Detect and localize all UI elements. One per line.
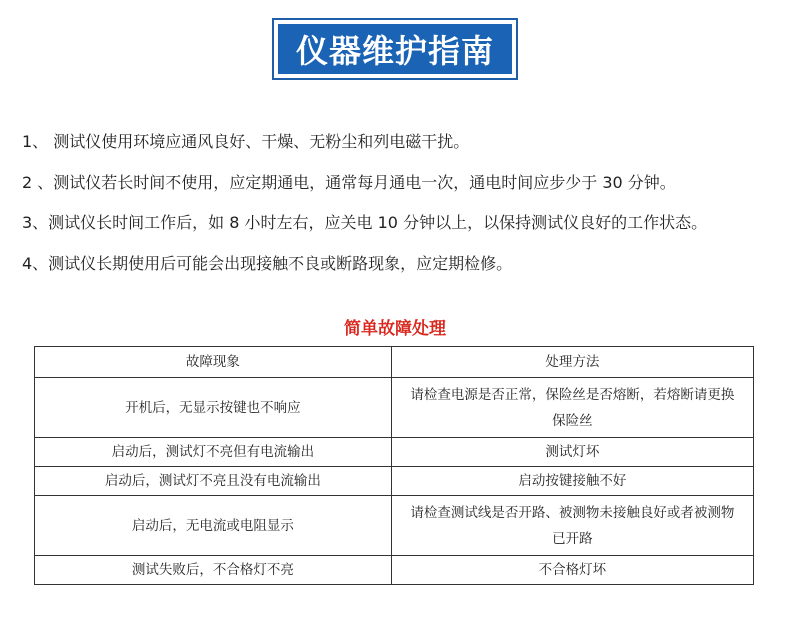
solution-cell: 请检查电源是否正常，保险丝是否熔断，若熔断请更换保险丝 bbox=[391, 378, 753, 438]
table-header-row bbox=[35, 347, 754, 378]
table-title: 简单故障处理 bbox=[344, 319, 446, 339]
symptom-cell: 测试失败后，不合格灯不亮 bbox=[35, 556, 392, 585]
fault-table bbox=[34, 346, 754, 585]
solution-cell: 请检查测试线是否开路、被测物未接触良好或者被测物已开路 bbox=[391, 496, 753, 556]
table-row bbox=[35, 556, 754, 585]
note-item: 1、 测试仪使用环境应通风良好、干燥、无粉尘和列电磁干扰。 bbox=[22, 132, 470, 151]
maintenance-notes bbox=[22, 122, 782, 284]
symptom-cell: 启动后，无电流或电阻显示 bbox=[35, 496, 392, 556]
table-row bbox=[35, 378, 754, 438]
header-solution: 处理方法 bbox=[391, 347, 753, 378]
solution-cell: 启动按键接触不好 bbox=[391, 467, 753, 496]
table-row bbox=[35, 496, 754, 556]
page-title: 仪器维护指南 bbox=[295, 32, 494, 70]
symptom-cell: 开机后，无显示按键也不响应 bbox=[35, 378, 392, 438]
symptom-cell: 启动后，测试灯不亮但有电流输出 bbox=[35, 438, 392, 467]
symptom-cell: 启动后，测试灯不亮且没有电流输出 bbox=[35, 467, 392, 496]
note-item: 2 、测试仪若长时间不使用，应定期通电，通常每月通电一次，通电时间应步少于 30 分钟。 bbox=[22, 172, 676, 192]
title-banner bbox=[272, 18, 518, 80]
title-banner-fill bbox=[278, 24, 512, 74]
solution-cell: 测试灯坏 bbox=[391, 438, 753, 467]
table-row bbox=[35, 438, 754, 467]
table-row bbox=[35, 467, 754, 496]
solution-cell: 不合格灯坏 bbox=[391, 556, 753, 585]
header-symptom: 故障现象 bbox=[35, 347, 392, 378]
note-item: 4、测试仪长期使用后可能会出现接触不良或断路现象，应定期检修。 bbox=[22, 253, 513, 273]
note-item: 3、测试仪长时间工作后，如 8 小时左右，应关电 10 分钟以上，以保持测试仪良好的工作状态。 bbox=[22, 213, 708, 232]
